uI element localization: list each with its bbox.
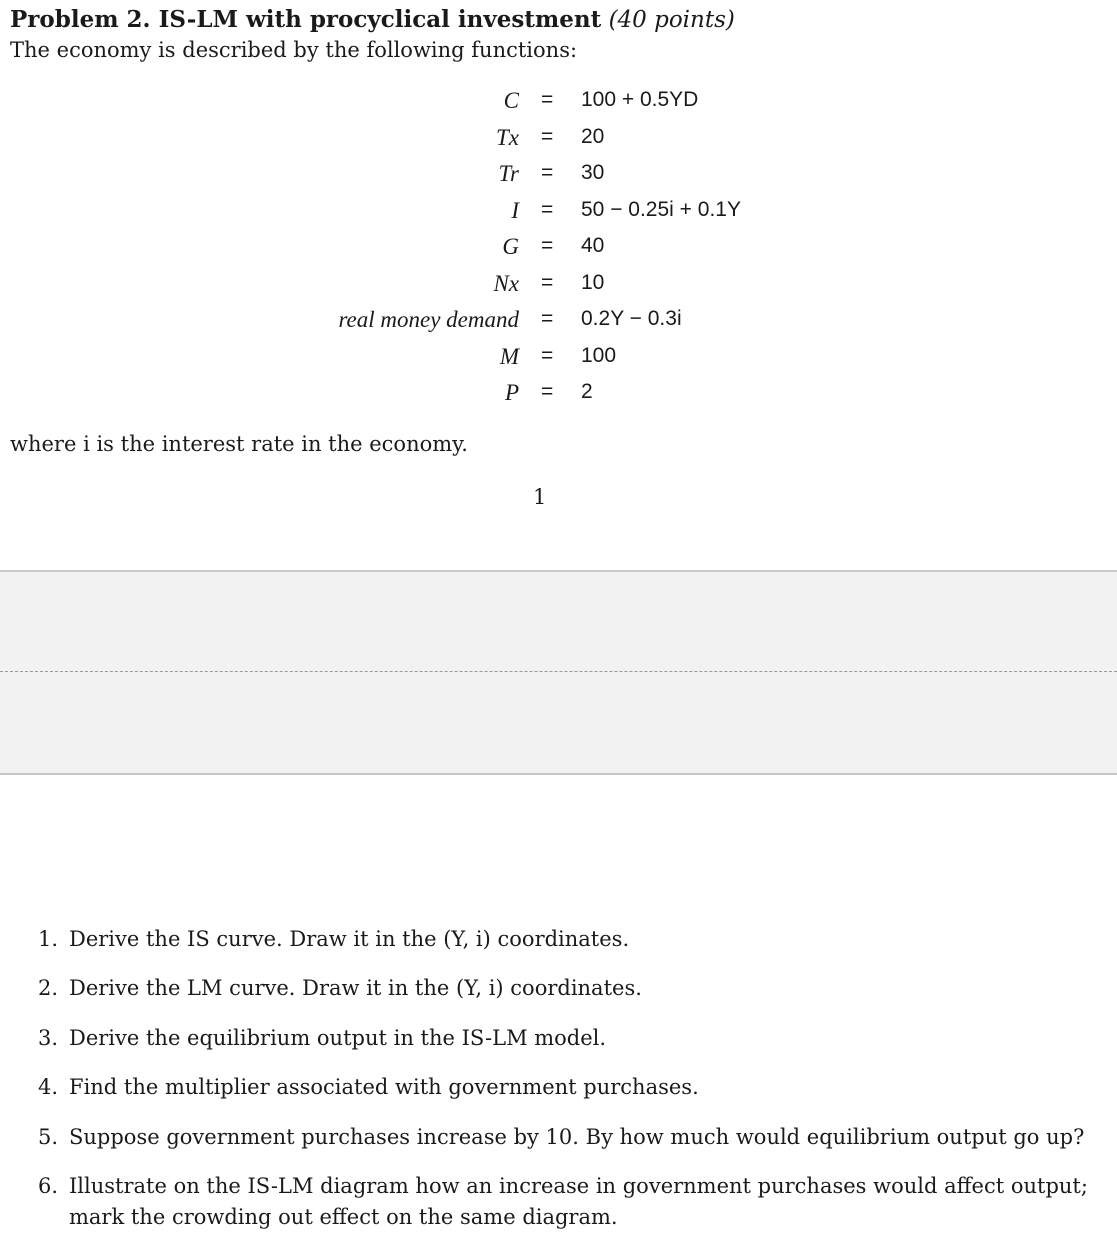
equation-row (0, 234, 1117, 264)
equation-sign: = (541, 380, 554, 403)
question-text: Illustrate on the IS-LM diagram how an increase in government purchases would affect output; mark the crowding out effect on the same diagram. (69, 1174, 1088, 1229)
question-text: Suppose government purchases increase by 10. By how much would equilibrium output go up? (69, 1125, 1085, 1149)
equation-row (0, 125, 1117, 155)
where-note: where i is the interest rate in the economy. (10, 432, 468, 456)
equation-rhs: 20 (581, 125, 605, 148)
problem-label: Problem 2. IS-LM with procyclical investment (10, 6, 602, 33)
equation-lhs: P (504, 380, 519, 405)
question-number: 2. (38, 976, 59, 1000)
equation-row (0, 307, 1117, 337)
equation-lhs: real money demand (338, 307, 519, 332)
equation-rhs: 10 (581, 271, 605, 294)
question-number: 5. (38, 1125, 59, 1149)
equation-lhs: Nx (493, 271, 519, 296)
equation-row (0, 271, 1117, 301)
page-break-divider (0, 671, 1117, 672)
question-number: 3. (38, 1026, 59, 1050)
question-number: 4. (38, 1075, 59, 1099)
equation-sign: = (541, 234, 554, 257)
question-text: Derive the IS curve. Draw it in the (Y, i) coordinates. (69, 927, 630, 951)
page-gap-top (0, 570, 1117, 675)
equation-rhs: 40 (581, 234, 605, 257)
equation-sign: = (541, 161, 554, 184)
equation-row (0, 344, 1117, 374)
question-text: Derive the LM curve. Draw it in the (Y, i) coordinates. (69, 976, 642, 1000)
equation-sign: = (541, 344, 554, 367)
equation-rhs: 0.2Y − 0.3i (581, 307, 682, 330)
equation-lhs: I (511, 198, 519, 223)
equation-lhs: C (503, 88, 519, 113)
equation-sign: = (541, 125, 554, 148)
equation-row (0, 161, 1117, 191)
equation-sign: = (541, 198, 554, 221)
problem-title (10, 6, 735, 33)
page-gap-bottom (0, 673, 1117, 775)
equation-lhs: M (499, 344, 519, 369)
page-number: 1 (533, 485, 547, 509)
question-number: 1. (38, 927, 59, 951)
equation-row (0, 88, 1117, 118)
equation-sign: = (541, 271, 554, 294)
equation-lhs: Tr (498, 161, 519, 186)
equation-rhs: 100 (581, 344, 617, 367)
problem-points: (40 points) (608, 7, 735, 33)
equation-sign: = (541, 88, 554, 111)
equation-sign: = (541, 307, 554, 330)
equation-row (0, 198, 1117, 228)
question-text: Find the multiplier associated with government purchases. (69, 1075, 699, 1099)
equation-rhs: 2 (581, 380, 593, 403)
equation-lhs: Tx (496, 125, 519, 150)
equation-rhs: 50 − 0.25i + 0.1Y (581, 198, 741, 221)
equation-rhs: 100 + 0.5YD (581, 88, 699, 111)
question-text: Derive the equilibrium output in the IS-LM model. (69, 1026, 607, 1050)
intro-text: The economy is described by the following functions: (10, 38, 578, 62)
question-number: 6. (38, 1174, 59, 1198)
equation-row (0, 380, 1117, 410)
equation-lhs: G (502, 234, 519, 259)
equation-rhs: 30 (581, 161, 605, 184)
